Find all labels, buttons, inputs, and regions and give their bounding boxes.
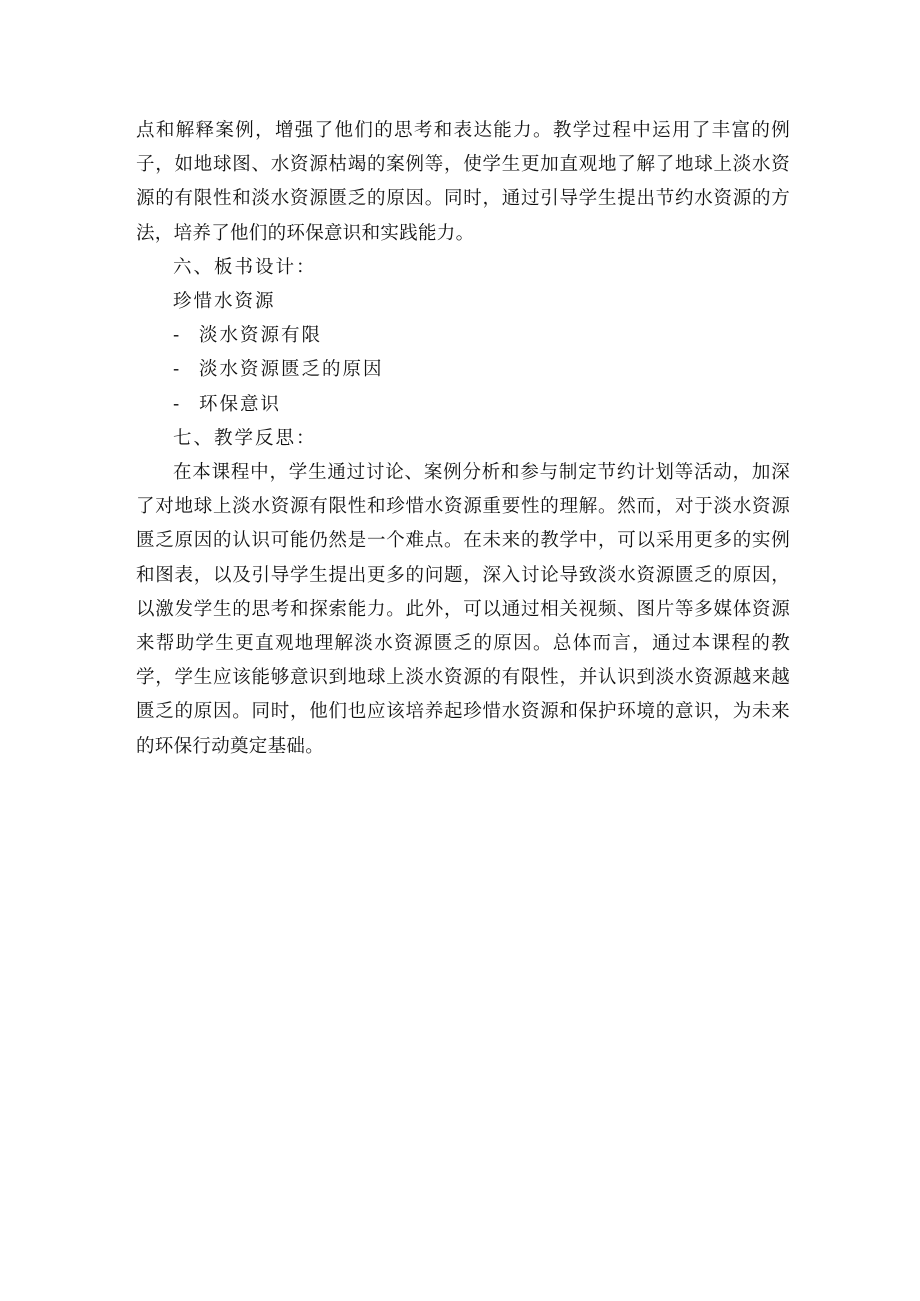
dash-marker: - bbox=[173, 393, 182, 415]
board-item-text: 淡水资源匮乏的原因 bbox=[199, 359, 384, 381]
dash-marker: - bbox=[173, 325, 182, 347]
board-item-text: 环保意识 bbox=[199, 393, 282, 415]
board-item bbox=[136, 388, 790, 422]
reflection-paragraph: 在本课程中，学生通过讨论、案例分析和参与制定节约计划等活动，加深了对地球上淡水资源有限性和珍惜水资源重要性的理解。然而，对于淡水资源匮乏原因的认识可能仍然是一个难点。在未来的教学中，可以采用更多的实例和图表，以及引导学生提出更多的问题，深入讨论导致淡水资源匮乏的原因，以激发学生的思考和探索能力。此外，可以通过相关视频、图片等多媒体资源来帮助学生更直观地理解淡水资源匮乏的原因。总体而言，通过本课程的教学，学生应该能够意识到地球上淡水资源的有限性，并认识到淡水资源越来越匮乏的原因。同时，他们也应该培养起珍惜水资源和保护环境的意识，为未来的环保行动奠定基础。 bbox=[136, 462, 790, 757]
board-item-text: 淡水资源有限 bbox=[199, 325, 323, 347]
document-body bbox=[136, 114, 790, 764]
dash-marker: - bbox=[173, 359, 182, 381]
section-heading-board-design: 六、板书设计： bbox=[173, 256, 317, 278]
intro-paragraph: 点和解释案例，增强了他们的思考和表达能力。教学过程中运用了丰富的例子，如地球图、水资源枯竭的案例等，使学生更加直观地了解了地球上淡水资源的有限性和淡水资源匮乏的原因。同时，通过引导学生提出节约水资源的方法，培养了他们的环保意识和实践能力。 bbox=[136, 120, 790, 244]
board-title: 珍惜水资源 bbox=[173, 291, 276, 313]
board-item bbox=[136, 319, 790, 353]
board-item bbox=[136, 353, 790, 387]
section-heading-teaching-reflection: 七、教学反思： bbox=[173, 427, 317, 449]
